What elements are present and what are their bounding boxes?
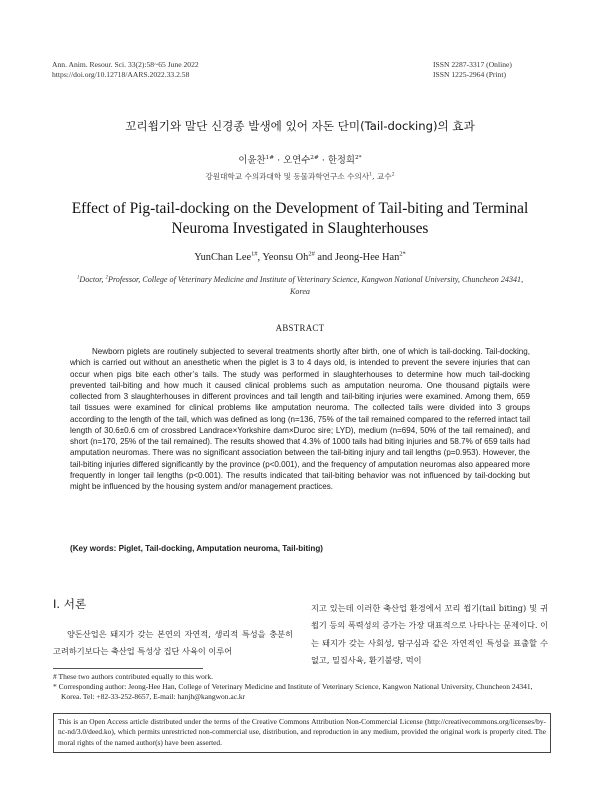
affiliation-text: 강원대학교 수의과대학 및 동물과학연구소 수의사 (205, 172, 370, 181)
author-name: 한정희 (327, 155, 355, 166)
body-text-left-column: 양돈산업은 돼지가 갖는 본연의 자연적, 생리적 특성을 충분히 고려하기보다는 축산업 특성상 집단 사육이 이루어 (53, 629, 293, 657)
author-name: 오연수 (283, 155, 311, 166)
footnote-corresponding-author: * Corresponding author: Jeong-Hee Han, College of Veterinary Medicine and Institute of Veterinary Science, Kangwon National University, Chuncheon 24341, Korea. Tel: +82-33-252-8657, E-mail: hanjh@kangwon.ac.kr (53, 682, 533, 701)
footnote-equal-contribution: # These two authors contributed equally to this work. (53, 672, 214, 681)
issn-print: ISSN 1225-2964 (Print) (433, 70, 506, 79)
abstract-body: Newborn piglets are routinely subjected to several treatments shortly after birth, one of which is tail-docking. Tail-docking, which is carried out without an anesthetic when the piglet is 3 to 4 days old, is intended to prevent the severe injuries that can occur when pigs bite each other’s tails. The study was performed in slaughterhouses to determine how much tail-docking prevented tail-biting and how much it caused clinical problems such as amputation neuroma. One thousand pigtails were collected from 3 slaughterhouses in different provinces and tail length and tail-biting injuries were examined. Among them, 659 tail tissues were examined for clinical problems like amputation neuroma. The collected tails were divided into 3 groups according to the length of the tail, which was defined as long (n=136, 75% of the tail remained compared to the referred intact tail length of 30.6±0.6 cm of crossbred Landrace×Yorkshire dam×Duroc sire; LYD), medium (n=694, 50% of the tail remained), and short (n=170, 25% of the tail remained). The results showed that 4.3% of 1000 tails had biting injuries and 58.7% of 659 tails had amputation neuromas. There was no significant association between the tail-biting injury and tail lengths (p=0.953). However, the tail-biting injuries differed significantly by the province (p<0.001), and the frequency of amputation neuromas also appeared more frequently in longer tail lengths (p<0.001). The results indicated that tail-biting behavior was not influenced by tail-docking but might be influenced by the housing system and/or management practices. (70, 347, 530, 491)
affiliation-marker: 1 (76, 275, 80, 281)
korean-affiliation (0, 171, 600, 182)
author-marker: 2# (308, 250, 315, 258)
license-notice: This is an Open Access article distributed under the terms of the Creative Commons Attribution Non-Commercial License (http://creativecommons.org/licenses/by-nc-nd/3.0/deed.ko), which permits unrestricted non-commercial use, distribution, and reproduction in any medium, provided the original work is properly cited. The moral rights of the named author(s) have been asserted. (53, 713, 551, 753)
author-name: YunChan Lee (194, 252, 252, 263)
english-affiliation (70, 274, 530, 297)
english-title (0, 199, 600, 239)
affiliation-marker: 2 (105, 275, 108, 281)
english-title-line: Effect of Pig-tail-docking on the Development of Tail-biting and Terminal (71, 200, 529, 217)
english-authors (0, 252, 600, 263)
author-separator: · (277, 155, 281, 166)
author-marker: 2* (399, 250, 406, 258)
author-separator: · (321, 155, 325, 166)
author-separator: , (257, 252, 263, 263)
doi-link[interactable]: https://doi.org/10.12718/AARS.2022.33.2.58 (52, 70, 190, 79)
journal-header-right (433, 60, 512, 80)
issn-online: ISSN 2287-3317 (Online) (433, 60, 512, 69)
author-name: Yeonsu Oh (262, 252, 309, 263)
author-marker: 1# (251, 250, 258, 258)
journal-header-left (52, 60, 199, 80)
affiliation-marker: 2 (391, 172, 395, 178)
korean-title: 꼬리쐽기와 말단 신경종 발생에 있어 자돈 단미(Tail-docking)의 효과 (125, 119, 475, 133)
journal-citation: Ann. Anim. Resour. Sci. 33(2):58~65 June 2022 (52, 60, 199, 69)
author-marker: 2# (310, 154, 319, 161)
section-heading-introduction: Ⅰ. 서론 (53, 597, 87, 611)
body-text-right-column: 지고 있는데 이러한 축산업 환경에서 꼬리 쐽기(tail biting) 및 귀 쐽기 등의 폭력성의 증가는 가장 대표적으로 나타나는 문제이다. 이는 돼지가 갖는 사회성, 탐구심과 같은 자연적인 특성을 표출할 수 없고, 밀집사육, 환기불량, 먹이 (311, 603, 548, 665)
author-separator: and (314, 252, 335, 263)
footnote-divider (53, 668, 203, 669)
affiliation-marker: 1 (369, 172, 373, 178)
author-name: Jeong-Hee Han (334, 252, 400, 263)
affiliation-text: Professor, College of Veterinary Medicine and Institute of Veterinary Science, Kangwon National University, Chuncheon 24341, Korea (108, 275, 524, 296)
author-marker: 1# (265, 154, 275, 161)
affiliation-role: , 교수 (372, 172, 392, 181)
korean-authors (0, 152, 600, 166)
english-title-line: Neuroma Investigated in Slaughterhouses (171, 220, 429, 237)
author-name: 이윤찬 (238, 155, 266, 166)
affiliation-text: Doctor, (79, 275, 106, 284)
author-marker: 2* (354, 154, 362, 161)
abstract-heading: ABSTRACT (275, 323, 325, 333)
footnotes (53, 672, 549, 702)
keywords: (Key words: Piglet, Tail-docking, Amputation neuroma, Tail-biting) (70, 544, 324, 553)
